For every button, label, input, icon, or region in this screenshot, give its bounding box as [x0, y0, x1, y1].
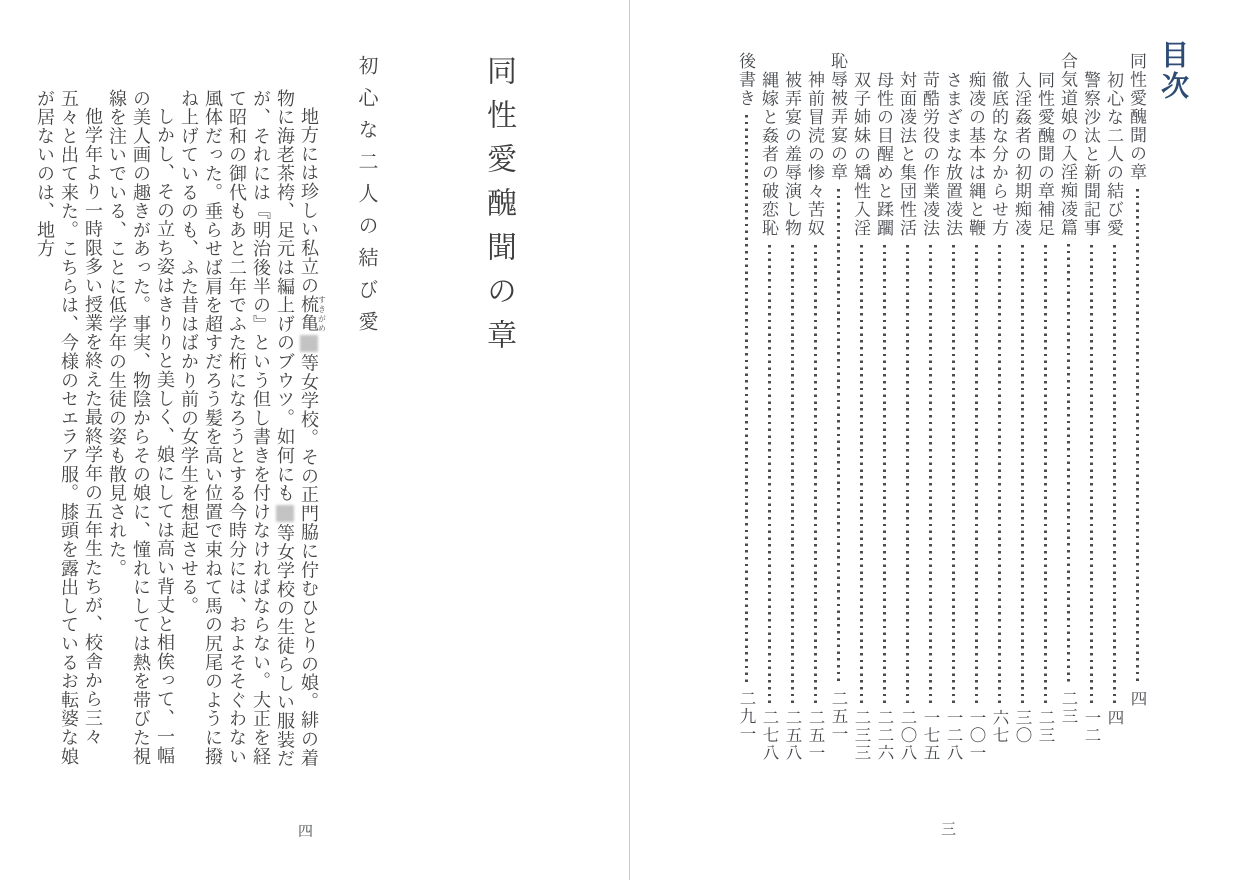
toc-entry-label: 同性愛醜聞の章: [1127, 52, 1146, 182]
toc-entry-label: 初心な二人の結び愛: [1104, 71, 1123, 238]
paragraph: 他学年より一時限多い授業を終えた最終学年の五年生たちが、校舎から三々五々と出て来た。こちらは、今様のセエラア服。膝頭を露出しているお転婆な娘が居ないのは、地方: [35, 89, 103, 766]
toc-page-number: 二五八: [783, 709, 802, 762]
toc-entry-label: さまざまな放置凌法: [943, 71, 962, 238]
toc-entry: [1080, 52, 1103, 771]
toc-page-number: 二七八: [760, 709, 779, 762]
toc-entry: [919, 52, 942, 771]
body-text: [33, 55, 326, 771]
toc-page-number: 一〇一: [967, 709, 986, 762]
dotted-leader: [952, 245, 954, 705]
dotted-leader: [1067, 244, 1069, 685]
page-number-right: 三: [941, 822, 957, 838]
toc-entry-label: 痴凌の基本は縄と鞭: [966, 71, 985, 238]
toc-entry-label: 神前冒涜の惨々苦奴: [805, 71, 824, 238]
dotted-leader: [745, 115, 747, 686]
toc-entry-label: 縄嫁と姦者の破恋恥: [759, 71, 778, 238]
dotted-leader: [860, 245, 862, 705]
toc-page-number: 六七: [990, 709, 1009, 744]
toc-entry: [827, 52, 850, 752]
toc-title: 目次: [1157, 40, 1188, 102]
toc-entry: [1103, 52, 1126, 771]
toc-entry: [965, 52, 988, 771]
toc-entry: [758, 52, 781, 771]
censored-block: [276, 505, 293, 522]
toc-entry: [1011, 52, 1034, 771]
toc-page-number: 二三: [1059, 690, 1078, 725]
toc-page-number: 二五一: [829, 690, 848, 743]
dotted-leader: [1113, 245, 1115, 705]
toc-entry-label: 入淫姦者の初期痴凌: [1012, 71, 1031, 238]
toc-entry: [873, 52, 896, 771]
toc-list: [733, 52, 1149, 762]
toc-page-number: 四: [1105, 709, 1124, 727]
dotted-leader: [998, 245, 1000, 705]
dotted-leader: [1136, 189, 1138, 686]
toc-page-number: 二二六: [875, 709, 894, 762]
toc-entry: [988, 52, 1011, 771]
toc-entry-label: 母性の目醒めと蹂躙: [874, 71, 893, 238]
toc-page-number: 二三: [1036, 709, 1055, 744]
toc-entry: [781, 52, 804, 771]
paragraph: 地方には珍しい私立の梳亀すきがめ等女学校。その正門脇に佇むひとりの娘。緋の着物に海老茶袴、足元は編上げのブウツ。如何にも等女学校の生徒らしい服装だが、それには『明治後半の』という但し書きを付けなければならない。大正を経て昭和の御代もあと二年でふた桁になろうとする今時分には、およそそぐわない風体だった。垂らせば肩を超すだろう髪を高い位置で束ねて馬の尻尾のように撥ね上げているのも、ふた昔はばかり前の女学生を想起させる。: [179, 89, 327, 769]
toc-entry-label: 後書き: [736, 52, 755, 108]
toc-page-number: 二五一: [806, 709, 825, 762]
page-number-left: 四: [298, 824, 314, 840]
section-title: 初心な二人の結び愛: [355, 55, 377, 343]
toc-page-number: 四: [1128, 690, 1147, 708]
dotted-leader: [768, 245, 770, 705]
toc-entry: [1126, 52, 1149, 752]
dotted-leader: [1021, 245, 1023, 705]
paragraph: しかし、その立ち姿はきりりと美しく、娘にしては高い背丈と相俟って、一幅の美人画の趣きがあった。事実、物陰からその娘に、憧れにしては熱を帯びた視線を注いでいる、ことに低学年の生徒の姿も散見された。: [107, 89, 175, 766]
toc-page-number: 一二: [1082, 709, 1101, 744]
toc-entry-label: 被弄宴の羞辱演し物: [782, 71, 801, 238]
ruby-annotated-text: 梳亀すきがめ: [299, 295, 327, 333]
toc-entry-label: 同性愛醜聞の章補足: [1035, 71, 1054, 238]
toc-entry-label: 合気道娘の入淫痴凌篇: [1058, 52, 1077, 237]
dotted-leader: [1090, 245, 1092, 705]
censored-block: [300, 335, 317, 352]
page-gutter-divider: [629, 0, 630, 880]
toc-entry: [735, 52, 758, 752]
toc-entry-label: 対面凌法と集団性活: [897, 71, 916, 238]
toc-page-number: 二三三: [852, 709, 871, 762]
toc-entry: [1057, 52, 1080, 752]
toc-page-number: 一七五: [921, 709, 940, 762]
toc-entry: [1034, 52, 1057, 771]
page-left: [35, 55, 520, 771]
dotted-leader: [975, 245, 977, 705]
toc-page-number: 三〇: [1013, 709, 1032, 744]
chapter-title: 同性愛醜聞の章: [482, 55, 515, 363]
toc-entry-label: 双子姉妹の矯性入淫: [851, 71, 870, 238]
dotted-leader: [1044, 245, 1046, 705]
toc-entry-label: 徹底的な分からせ方: [989, 71, 1008, 238]
dotted-leader: [906, 245, 908, 705]
toc-entry-label: 苛酷労役の作業凌法: [920, 71, 939, 238]
dotted-leader: [814, 245, 816, 705]
toc-page-number: 一二八: [944, 709, 963, 762]
toc-page-number: 二〇八: [898, 709, 917, 762]
toc-entry: [804, 52, 827, 771]
toc-entry: [896, 52, 919, 771]
toc-entry: [850, 52, 873, 771]
toc-page-number: 二九一: [737, 690, 756, 743]
dotted-leader: [837, 189, 839, 686]
toc-entry-label: 警察沙汰と新聞記事: [1081, 71, 1100, 238]
toc-entry-label: 恥辱被弄宴の章: [828, 52, 847, 182]
toc-entry: [942, 52, 965, 771]
dotted-leader: [883, 245, 885, 705]
dotted-leader: [791, 245, 793, 705]
dotted-leader: [929, 245, 931, 705]
